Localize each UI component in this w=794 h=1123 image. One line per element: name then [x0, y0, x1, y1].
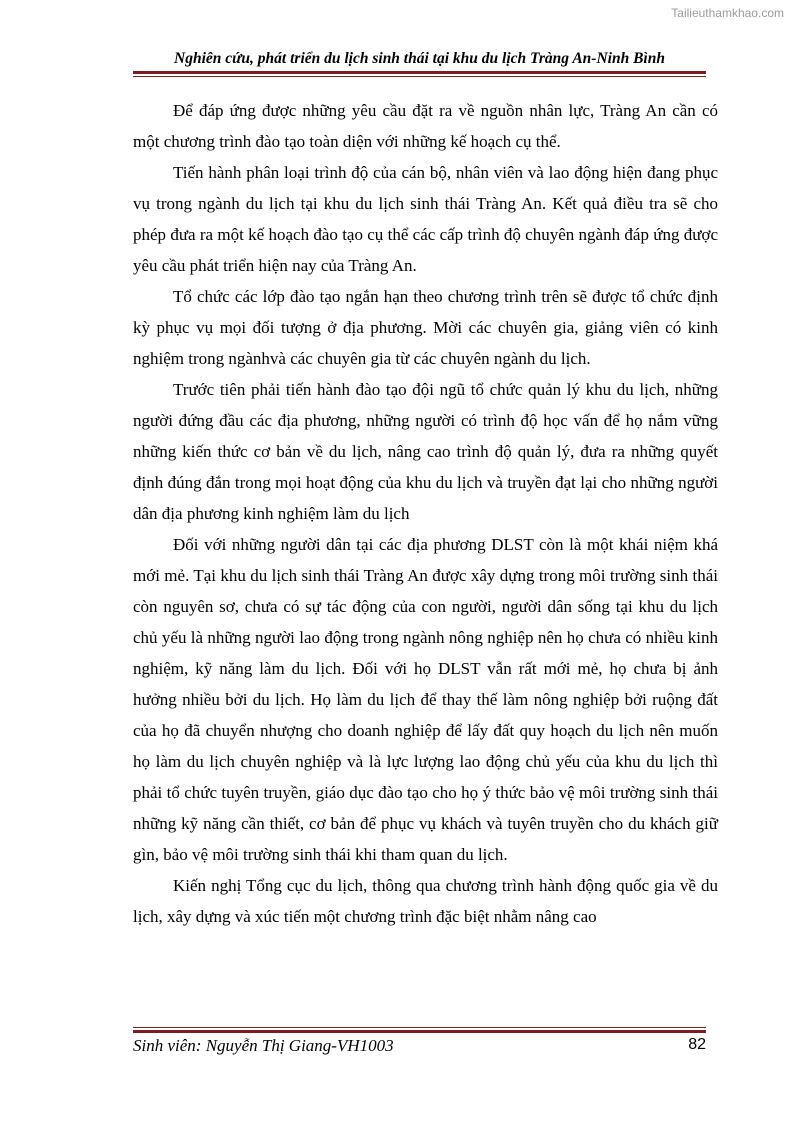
paragraph: Kiến nghị Tổng cục du lịch, thông qua chương trình hành động quốc gia về du lịch, xây dựng và xúc tiến một chương trình đặc biệt nhằm nâng cao [133, 876, 718, 926]
paragraph: Trước tiên phải tiến hành đào tạo đội ngũ tổ chức quản lý khu du lịch, những người đứng đầu các địa phương, những người có trình độ học vấn để họ nắm vững những kiến thức cơ bản về du lịch, nâng cao trình độ quản lý, đưa ra những quyết định đúng đắn trong mọi hoạt động của khu du lịch và truyền đạt lại cho những người dân địa phương kinh nghiệm làm du lịch [133, 380, 718, 523]
paragraph: Để đáp ứng được những yêu cầu đặt ra về nguồn nhân lực, Tràng An cần có một chương trình đào tạo toàn diện với những kế hoạch cụ thể. [133, 101, 718, 151]
footer-rule-thin [133, 1027, 706, 1028]
paragraph: Đối với những người dân tại các địa phương DLST còn là một khái niệm khá mới mẻ. Tại khu du lịch sinh thái Tràng An được xây dựng trong môi trường sinh thái còn nguyên sơ, chưa có sự tác động của con người, người dân sống tại khu du lịch chủ yếu là những người lao động trong ngành nông nghiệp nên họ chưa có nhiều kinh nghiệm, kỹ năng làm du lịch. Đối với họ DLST vẫn rất mới mẻ, họ chưa bị ảnh hưởng nhiều bởi du lịch. Họ làm du lịch để thay thế làm nông nghiệp bởi ruộng đất của họ đã chuyển nhượng cho doanh nghiệp để lấy đất quy hoạch du lịch nên muốn họ làm du lịch chuyên nghiệp và là lực lượng lao động chủ yếu của khu du lịch thì phải tổ chức tuyên truyền, giáo dục đào tạo cho họ ý thức bảo vệ môi trường sinh thái những kỹ năng cần thiết, cơ bản để phục vụ khách và tuyên truyền cho du khách giữ gìn, bảo vệ môi trường sinh thái khi tham quan du lịch. [133, 535, 718, 864]
page-number: 82 [688, 1036, 706, 1053]
paragraph: Tổ chức các lớp đào tạo ngắn hạn theo chương trình trên sẽ được tổ chức định kỳ phục vụ mọi đối tượng ở địa phương. Mời các chuyên gia, giảng viên có kinh nghiệm trong ngànhvà các chuyên gia từ các chuyên ngành du lịch. [133, 287, 718, 368]
header-rule-thin [133, 76, 706, 77]
paragraph: Tiến hành phân loại trình độ của cán bộ, nhân viên và lao động hiện đang phục vụ trong ngành du lịch tại khu du lịch sinh thái Tràng An. Kết quả điều tra sẽ cho phép đưa ra một kế hoạch đào tạo cụ thể các cấp trình độ chuyên ngành đáp ứng được yêu cầu phát triển hiện nay của Tràng An. [133, 163, 718, 275]
watermark-text: Tailieuthamkhao.com [671, 6, 784, 20]
document-body [133, 95, 718, 932]
page-header-title: Nghiên cứu, phát triển du lịch sinh thái tại khu du lịch Tràng An-Ninh Bình [174, 50, 665, 67]
header-rule-thick [133, 71, 706, 74]
footer-author: Sinh viên: Nguyễn Thị Giang-VH1003 [133, 1036, 394, 1055]
footer-rule-thick [133, 1030, 706, 1033]
